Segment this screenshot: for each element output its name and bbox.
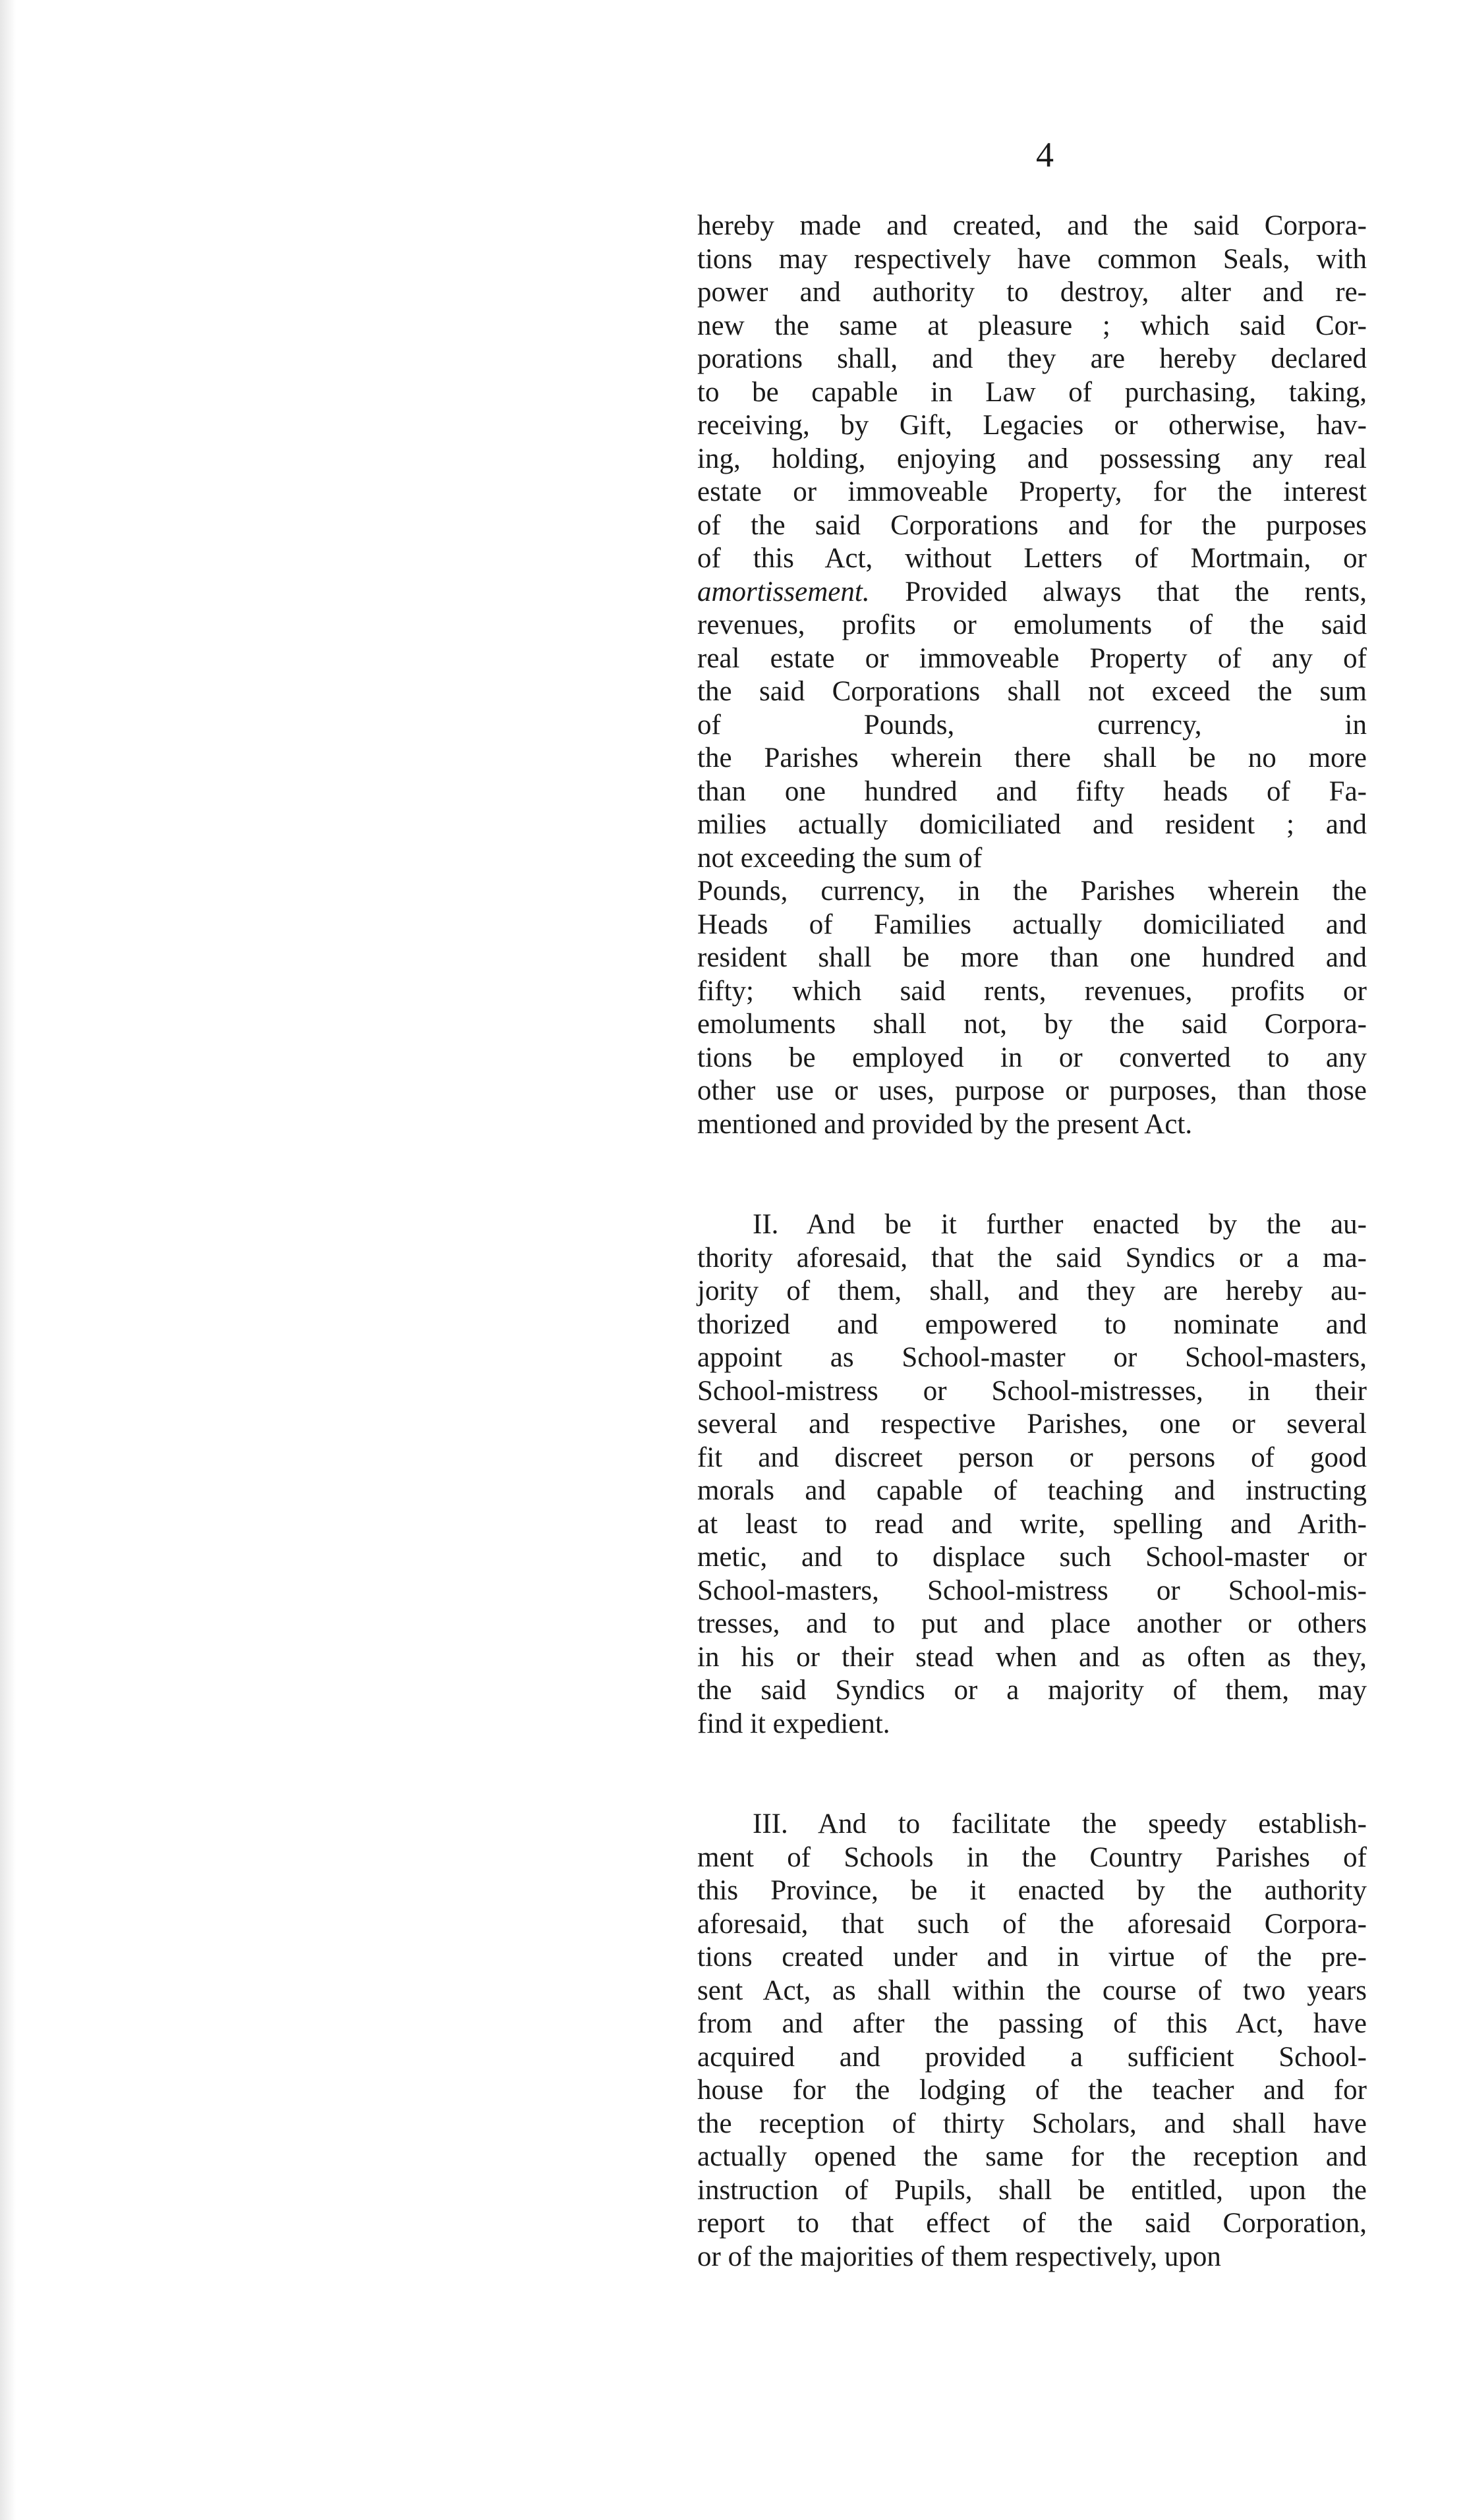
text-line: real estate or immoveable Property of any of — [697, 642, 1367, 674]
text-line: revenues, profits or emoluments of the said — [697, 609, 1367, 640]
text-line: amortissement. Provided always that the rents, — [697, 576, 1367, 607]
text-line: School-mistress or School-mistresses, in their — [697, 1375, 1367, 1407]
text-line: the said Corporations shall not exceed the sum — [697, 676, 1367, 707]
text-line: in his or their stead when and as often as they, — [697, 1641, 1367, 1673]
page-edge-shadow — [0, 0, 16, 2520]
text-line: resident shall be more than one hundred and — [697, 942, 1367, 973]
text-line: report to that effect of the said Corporation, — [697, 2208, 1367, 2239]
text-line: tions may respectively have common Seals, with — [697, 243, 1367, 275]
text-line: morals and capable of teaching and instructing — [697, 1475, 1367, 1506]
text-line: tions created under and in virtue of the pre- — [697, 1942, 1367, 1973]
text-line: from and after the passing of this Act, have — [697, 2008, 1367, 2039]
text-line: new the same at pleasure ; which said Cor- — [697, 310, 1367, 341]
text-line: appoint as School-master or School-masters, — [697, 1342, 1367, 1373]
text-line: emoluments shall not, by the said Corpora- — [697, 1009, 1367, 1040]
text-line: of the said Corporations and for the purposes — [697, 509, 1367, 541]
text-line: mentioned and provided by the present Act. — [697, 1108, 1193, 1140]
text-line: instruction of Pupils, shall be entitled, upon the — [697, 2174, 1367, 2206]
text-line: the Parishes wherein there shall be no more — [697, 742, 1367, 773]
text-line: find it expedient. — [697, 1708, 890, 1739]
text-line: hereby made and created, and the said Corpora- — [697, 210, 1367, 241]
text-line: tions be employed in or converted to any — [697, 1042, 1367, 1073]
paragraph-section-iii — [697, 1808, 1367, 2274]
paragraph-spacer — [697, 1141, 1367, 1208]
text-line: thorized and empowered to nominate and — [697, 1308, 1367, 1340]
text-line: thority aforesaid, that the said Syndics or a ma- — [697, 1242, 1367, 1274]
text-column — [697, 210, 1367, 2274]
text-line: jority of them, shall, and they are hereby au- — [697, 1275, 1367, 1306]
text-line: ing, holding, enjoying and possessing any real — [697, 443, 1367, 474]
text-line: power and authority to destroy, alter and re- — [697, 277, 1367, 308]
text-line: receiving, by Gift, Legacies or otherwise, hav- — [697, 410, 1367, 441]
text-line: fit and discreet person or persons of good — [697, 1442, 1367, 1473]
text-line: School-masters, School-mistress or School-mis- — [697, 1575, 1367, 1606]
text-line: Heads of Families actually domiciliated and — [697, 909, 1367, 940]
text-line: at least to read and write, spelling and Arith- — [697, 1508, 1367, 1540]
text-line: house for the lodging of the teacher and for — [697, 2075, 1367, 2106]
text-line: of this Act, without Letters of Mortmain, or — [697, 543, 1367, 574]
text-line: of Pounds, currency, in — [697, 709, 1367, 741]
text-line: estate or immoveable Property, for the interest — [697, 476, 1367, 507]
text-line: milies actually domiciliated and resident ; and — [697, 809, 1367, 840]
paragraph-spacer — [697, 1741, 1367, 1808]
text-line: II. And be it further enacted by the au- — [753, 1209, 1367, 1240]
text-line: this Province, be it enacted by the authority — [697, 1875, 1367, 1906]
text-line: porations shall, and they are hereby declared — [697, 343, 1367, 374]
text-line: ment of Schools in the Country Parishes of — [697, 1841, 1367, 1873]
text-line: III. And to facilitate the speedy establish- — [753, 1808, 1367, 1839]
text-line: the said Syndics or a majority of them, may — [697, 1675, 1367, 1706]
text-line: several and respective Parishes, one or several — [697, 1409, 1367, 1440]
text-line: Pounds, currency, in the Parishes wherein the — [697, 876, 1367, 907]
paragraph-1 — [697, 210, 1367, 1141]
text-line: aforesaid, that such of the aforesaid Corpora- — [697, 1908, 1367, 1940]
text-line: metic, and to displace such School-master or — [697, 1542, 1367, 1573]
text-line: than one hundred and fifty heads of Fa- — [697, 775, 1367, 807]
text-line: sent Act, as shall within the course of two years — [697, 1974, 1367, 2006]
text-line: to be capable in Law of purchasing, taking, — [697, 376, 1367, 408]
text-line: tresses, and to put and place another or others — [697, 1608, 1367, 1639]
page-number: 4 — [1036, 135, 1054, 175]
text-line: actually opened the same for the reception and — [697, 2141, 1367, 2172]
text-line: fifty; which said rents, revenues, profits or — [697, 975, 1367, 1007]
text-line: or of the majorities of them respectively, upon — [697, 2241, 1221, 2272]
paragraph-section-ii — [697, 1208, 1367, 1741]
text-line: acquired and provided a sufficient School- — [697, 2041, 1367, 2073]
text-line: not exceeding the sum of — [697, 842, 983, 874]
text-line: the reception of thirty Scholars, and shall have — [697, 2108, 1367, 2139]
text-line: other use or uses, purpose or purposes, than those — [697, 1075, 1367, 1106]
